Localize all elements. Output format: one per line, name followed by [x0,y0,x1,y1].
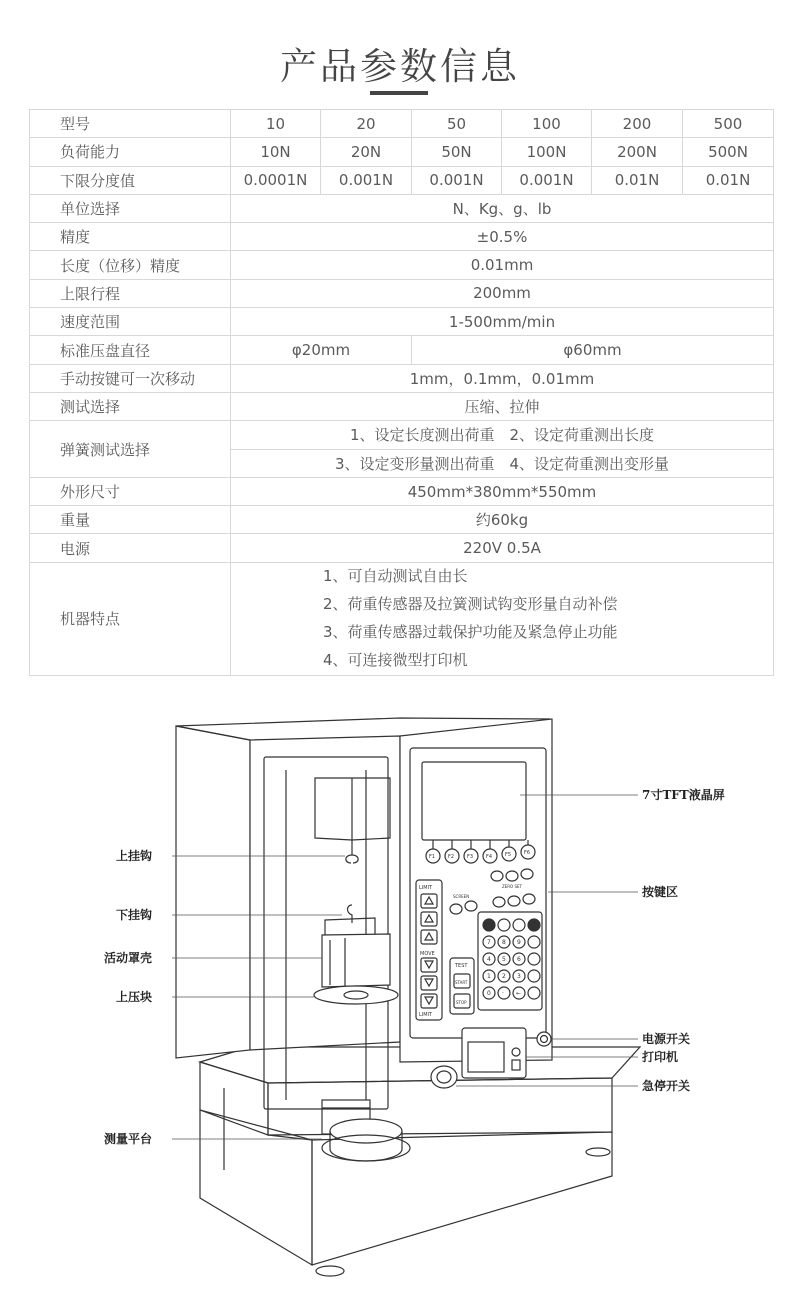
fkey-label: F4 [486,854,493,860]
limit-move-keys [416,880,442,1020]
fkey-label: F1 [429,854,436,860]
cell: 50 [412,110,502,138]
limit-top-label: LIMIT [419,885,433,891]
fkey-label: F6 [524,850,531,856]
cell: 20 [321,110,412,138]
cell: 0.01mm [231,251,774,279]
row-label: 外形尺寸 [30,477,231,505]
cell: 50N [412,138,502,166]
table-row-resolution [30,166,774,194]
cell: 500 [683,110,774,138]
fkey-label: F2 [448,854,455,860]
cell: 0.01N [592,166,683,194]
callout-movable-cover: 活动罩壳 [104,951,153,965]
callout-power-switch: 电源开关 [642,1032,691,1046]
row-label: 手动按键可一次移动 [30,364,231,392]
cell: 约60kg [231,506,774,534]
cell: φ60mm [412,336,774,364]
row-label: 负荷能力 [30,138,231,166]
printer [462,1028,526,1078]
table-row-accuracy [30,223,774,251]
feature-list [235,567,769,670]
spec-table [29,109,774,676]
row-label: 机器特点 [30,562,231,675]
row-label: 长度（位移）精度 [30,251,231,279]
table-row-capacity [30,138,774,166]
cell: 1、设定长度测出荷重 2、设定荷重测出长度 [231,421,774,449]
keypad-key: 5 [502,956,506,963]
table-row-dimensions [30,477,774,505]
keypad-key: · [502,990,504,997]
feature-item: 2、荷重传感器及拉簧测试钩变形量自动补偿 [323,595,618,614]
cell: 200 [592,110,683,138]
page-title: 产品参数信息 [280,45,520,88]
table-row-jog [30,364,774,392]
cell: 0.0001N [231,166,321,194]
move-label: MOVE [420,951,435,957]
keypad-key: 8 [502,939,506,946]
fkey-label: F5 [505,852,512,858]
cell: 200N [592,138,683,166]
cell: 0.001N [321,166,412,194]
callout-lcd-screen: 7寸TFT液晶屏 [642,788,725,802]
cell: 200mm [231,279,774,307]
callout-upper-hook: 上挂钩 [116,849,153,863]
row-label: 标准压盘直径 [30,336,231,364]
callout-lower-hook: 下挂钩 [116,908,153,922]
row-label: 单位选择 [30,194,231,222]
table-row-weight [30,506,774,534]
base-cabinet [200,1047,640,1276]
cell: 10 [231,110,321,138]
keypad-key: 0 [487,990,491,997]
cell: 3、设定变形量测出荷重 4、设定荷重测出变形量 [231,449,774,477]
zero-set-label: ZERO SET [502,884,522,889]
table-row-spring-test [30,421,774,449]
title-underline [370,91,428,95]
table-row-speed [30,308,774,336]
cell: 500N [683,138,774,166]
row-label: 精度 [30,223,231,251]
table-row-stroke [30,279,774,307]
keypad-key: 7 [487,939,491,946]
power-switch [537,1032,551,1046]
cell: ±0.5% [231,223,774,251]
cell: 1mm，0.1mm，0.01mm [231,364,774,392]
test-label: TEST [455,963,468,969]
row-label: 型号 [30,110,231,138]
row-label: 速度范围 [30,308,231,336]
cell: 10N [231,138,321,166]
cell: 0.01N [683,166,774,194]
cell: 0.001N [502,166,592,194]
callout-emergency-stop: 急停开关 [642,1079,691,1093]
cell: 220V 0.5A [231,534,774,562]
callout-keypad-area: 按键区 [642,885,679,899]
cell: 100 [502,110,592,138]
callout-measuring-platform: 测量平台 [104,1132,153,1146]
stop-label: STOP [456,1000,467,1005]
feature-item: 4、可连接微型打印机 [323,651,468,670]
table-row-features [30,562,774,675]
cell: φ20mm [231,336,412,364]
table-row-test-mode [30,392,774,420]
table-row-power [30,534,774,562]
test-start-stop-keys [450,958,474,1014]
keypad-key: 3 [517,973,521,980]
limit-bottom-label: LIMIT [419,1012,433,1018]
cell: 450mm*380mm*550mm [231,477,774,505]
cell: N、Kg、g、lb [231,194,774,222]
keypad-key: 2 [502,973,506,980]
lcd-screen [422,762,526,840]
table-row-units [30,194,774,222]
callout-upper-press-block: 上压块 [116,990,153,1004]
callout-printer: 打印机 [642,1050,679,1064]
keypad-key: ← [516,990,522,997]
numeric-keypad [478,912,542,1010]
feature-item: 1、可自动测试自由长 [323,567,468,586]
row-label: 重量 [30,506,231,534]
cell: 1-500mm/min [231,308,774,336]
machine-diagram [0,690,800,1306]
fkey-label: F3 [467,854,474,860]
feature-item: 3、荷重传感器过载保护功能及紧急停止功能 [323,623,618,642]
table-row-platen [30,336,774,364]
table-row-model [30,110,774,138]
keypad-key: 6 [517,956,521,963]
cell: 20N [321,138,412,166]
keypad-key: 9 [517,939,521,946]
start-label: START [455,980,468,985]
cell: 压缩、拉伸 [231,392,774,420]
row-label: 上限行程 [30,279,231,307]
row-label: 弹簧测试选择 [30,421,231,478]
cell: 100N [502,138,592,166]
row-label: 下限分度值 [30,166,231,194]
keypad-key: 4 [487,956,491,963]
row-label: 电源 [30,534,231,562]
emergency-stop [431,1066,457,1088]
keypad-key: 1 [487,973,491,980]
row-label: 测试选择 [30,392,231,420]
cell: 0.001N [412,166,502,194]
cell [231,562,774,675]
screen-label: SCREEN [453,894,470,899]
table-row-length-accuracy [30,251,774,279]
